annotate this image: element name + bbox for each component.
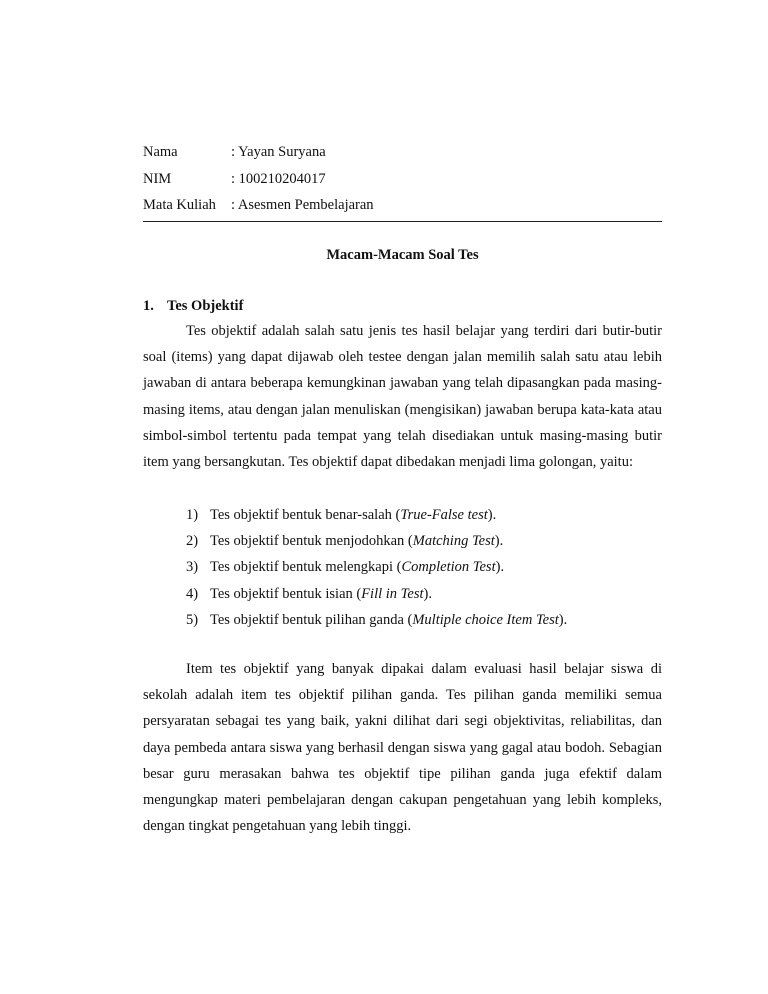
paragraph-intro: Tes objektif adalah salah satu jenis tes hasil belajar yang terdiri dari butir-butir soal (items) yang dapat dijawab oleh testee dengan jalan memilih salah satu atau lebih jawaban di antara beberapa kemungkinan jawaban yang telah dipasangkan pada masing-masing items, atau dengan jalan menuliskan (mengisikan) jawaban berupa kata-kata atau simbol-simbol tertentu pada tempat yang telah disediakan untuk masing-masing butir item yang bersangkutan. Tes objektif dapat dibedakan menjadi lima golongan, yaitu: xyxy=(143,323,662,471)
list-number: 4) xyxy=(186,585,199,602)
list-end: ). xyxy=(423,585,432,602)
list-text: Tes objektif bentuk isian ( xyxy=(210,585,362,602)
list-text: Tes objektif bentuk menjodohkan ( xyxy=(210,533,413,550)
list-number: 3) xyxy=(186,559,199,576)
list-term: Completion Test xyxy=(401,559,496,576)
list-item xyxy=(186,607,567,633)
list-number: 1) xyxy=(186,507,199,523)
list-item xyxy=(186,581,567,607)
list-end: ). xyxy=(495,559,505,576)
list-text: Tes objektif bentuk benar-salah ( xyxy=(210,507,401,523)
header-label: NIM xyxy=(143,171,172,187)
list-text: Tes objektif bentuk pilihan ganda ( xyxy=(210,611,413,628)
header-value: : Asesmen Pembelajaran xyxy=(231,197,374,213)
list-end: ). xyxy=(494,533,504,550)
list-text: Tes objektif bentuk melengkapi ( xyxy=(210,559,402,576)
list-number: 2) xyxy=(186,533,199,550)
objective-test-list xyxy=(186,502,567,633)
header-value: : Yayan Suryana xyxy=(231,144,326,160)
list-end: ). xyxy=(487,507,497,523)
list-term: True-False test xyxy=(400,507,488,523)
section-heading xyxy=(143,297,243,315)
section-number: 1. xyxy=(143,298,154,314)
list-term: Multiple choice Item Test xyxy=(412,611,559,628)
header-divider xyxy=(143,221,662,222)
section-title: Tes Objektif xyxy=(167,298,244,314)
list-item xyxy=(186,502,567,528)
header-label: Mata Kuliah xyxy=(143,197,216,213)
document-title: Macam-Macam Soal Tes xyxy=(326,247,479,263)
header-value: : 100210204017 xyxy=(231,171,326,187)
list-item xyxy=(186,554,567,580)
list-number: 5) xyxy=(186,611,199,628)
list-term: Fill in Test xyxy=(361,585,424,602)
list-term: Matching Test xyxy=(412,533,495,550)
paragraph-multiple-choice: Item tes objektif yang banyak dipakai dalam evaluasi hasil belajar siswa di sekolah adalah item tes objektif pilihan ganda. Tes pilihan ganda memiliki semua persyaratan sebagai tes yang baik, yakni dilihat dari segi objektivitas, reliabilitas, dan daya pembeda antara siswa yang berhasil dengan siswa yang gagal atau bodoh. Sebagian besar guru merasakan bahwa tes objektif tipe pilihan ganda juga efektif dalam mengungkap materi pembelajaran dengan cakupan pengetahuan yang lebih kompleks, dengan tingkat pengetahuan yang lebih tinggi. xyxy=(143,661,662,835)
list-item xyxy=(186,528,567,554)
list-end: ). xyxy=(558,611,568,628)
header-label: Nama xyxy=(143,144,178,160)
